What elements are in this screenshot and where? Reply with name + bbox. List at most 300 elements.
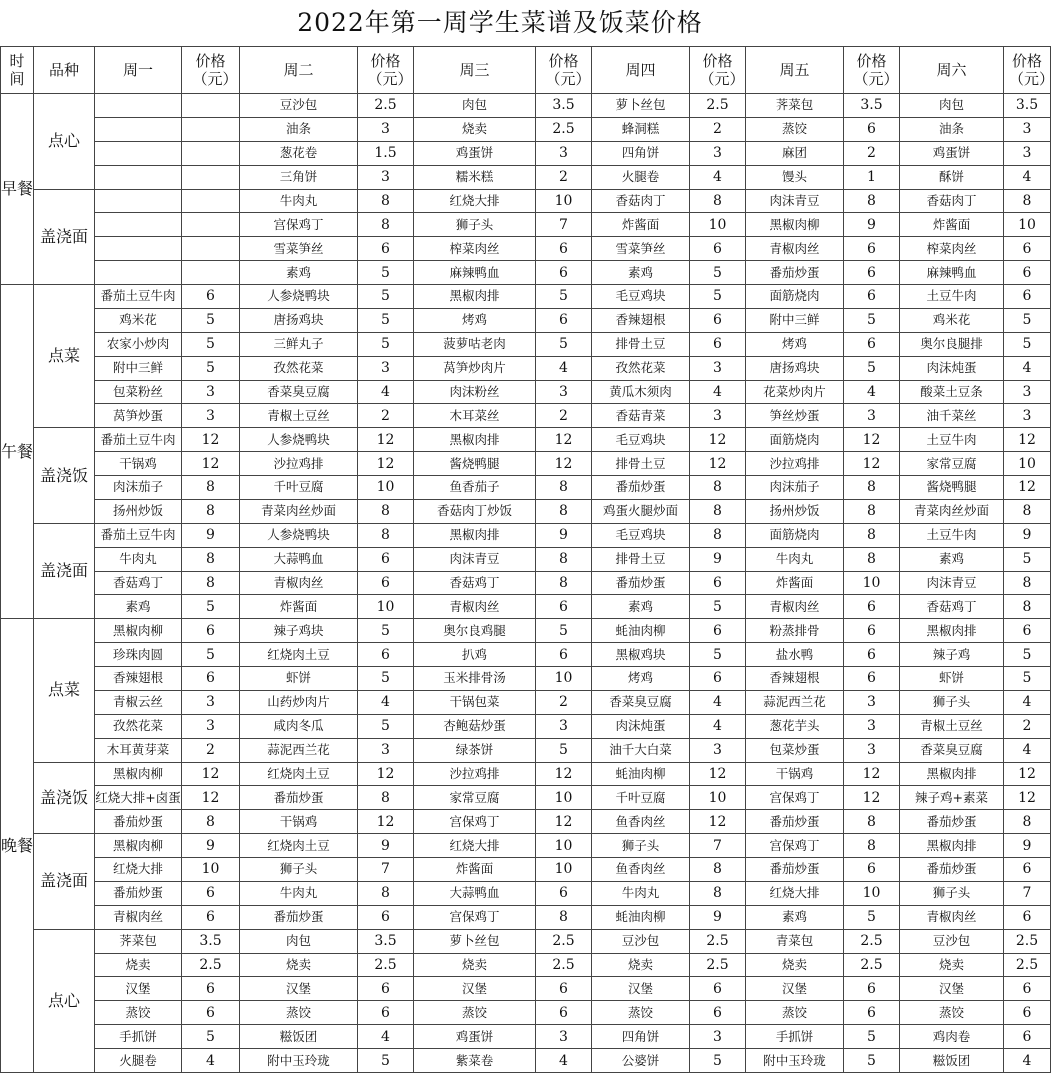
price-cell: 4 bbox=[1004, 356, 1051, 380]
dish-cell: 鸡蛋饼 bbox=[414, 141, 536, 165]
price-cell: 4 bbox=[1004, 165, 1051, 189]
price-cell: 8 bbox=[536, 547, 592, 571]
dish-cell: 雪菜笋丝 bbox=[592, 237, 690, 261]
price-cell: 10 bbox=[844, 571, 900, 595]
table-row bbox=[1, 786, 1051, 810]
dish-cell: 青菜包 bbox=[746, 929, 844, 953]
price-cell: 12 bbox=[1004, 428, 1051, 452]
dish-cell: 咸肉冬瓜 bbox=[240, 714, 358, 738]
dish-cell: 番茄土豆牛肉 bbox=[95, 428, 182, 452]
dish-cell: 酸菜土豆条 bbox=[900, 380, 1004, 404]
price-cell: 2.5 bbox=[1004, 929, 1051, 953]
dish-cell: 油千菜丝 bbox=[900, 404, 1004, 428]
header-time-label: 时间 bbox=[9, 52, 25, 88]
dish-cell: 包菜炒蛋 bbox=[746, 738, 844, 762]
dish-cell: 盐水鸭 bbox=[746, 643, 844, 667]
price-cell: 10 bbox=[358, 476, 414, 500]
price-cell: 2.5 bbox=[844, 929, 900, 953]
dish-cell: 番茄炒蛋 bbox=[746, 261, 844, 285]
price-cell bbox=[182, 237, 240, 261]
price-cell: 8 bbox=[536, 476, 592, 500]
dish-cell: 肉包 bbox=[240, 929, 358, 953]
price-cell: 2.5 bbox=[358, 953, 414, 977]
price-cell: 2.5 bbox=[182, 953, 240, 977]
dish-cell: 汉堡 bbox=[414, 977, 536, 1001]
dish-cell: 红烧大排 bbox=[414, 834, 536, 858]
dish-cell: 青椒肉丝 bbox=[414, 595, 536, 619]
price-cell: 6 bbox=[536, 643, 592, 667]
dish-cell: 油条 bbox=[240, 117, 358, 141]
price-cell: 8 bbox=[358, 523, 414, 547]
dish-cell: 黄瓜木须肉 bbox=[592, 380, 690, 404]
header-price-label: 价格（元） bbox=[853, 52, 899, 88]
price-cell: 5 bbox=[358, 1049, 414, 1073]
category-label: 点菜 bbox=[34, 285, 95, 428]
price-cell: 4 bbox=[358, 1025, 414, 1049]
price-cell: 8 bbox=[536, 571, 592, 595]
price-cell: 5 bbox=[690, 285, 746, 309]
table-row bbox=[1, 94, 1051, 118]
dish-cell: 扬州炒饭 bbox=[95, 499, 182, 523]
dish-cell: 附中三鲜 bbox=[746, 308, 844, 332]
dish-cell: 榨菜肉丝 bbox=[900, 237, 1004, 261]
price-cell: 4 bbox=[1004, 690, 1051, 714]
dish-cell: 四角饼 bbox=[592, 1025, 690, 1049]
dish-cell: 肉包 bbox=[414, 94, 536, 118]
dish-cell: 蒸饺 bbox=[95, 1001, 182, 1025]
price-cell: 10 bbox=[536, 786, 592, 810]
menu-table bbox=[0, 46, 1054, 1073]
dish-cell: 红烧肉土豆 bbox=[240, 762, 358, 786]
price-cell: 6 bbox=[358, 237, 414, 261]
price-cell: 12 bbox=[182, 786, 240, 810]
table-row bbox=[1, 308, 1051, 332]
dish-cell: 番茄炒蛋 bbox=[240, 786, 358, 810]
dish-cell: 香菜臭豆腐 bbox=[240, 380, 358, 404]
price-cell: 10 bbox=[536, 858, 592, 882]
price-cell: 2 bbox=[1004, 714, 1051, 738]
price-cell: 9 bbox=[1004, 834, 1051, 858]
dish-cell: 宫保鸡丁 bbox=[414, 905, 536, 929]
dish-cell: 毛豆鸡块 bbox=[592, 285, 690, 309]
dish-cell: 辣子鸡 bbox=[900, 643, 1004, 667]
price-cell: 6 bbox=[690, 308, 746, 332]
dish-cell: 鸡蛋饼 bbox=[414, 1025, 536, 1049]
dish-cell: 面筋烧肉 bbox=[746, 523, 844, 547]
price-cell: 8 bbox=[182, 571, 240, 595]
price-cell: 6 bbox=[690, 332, 746, 356]
dish-cell: 玉米排骨汤 bbox=[414, 667, 536, 691]
dish-cell: 孜然花菜 bbox=[592, 356, 690, 380]
price-cell: 8 bbox=[182, 499, 240, 523]
dish-cell: 香辣翅根 bbox=[592, 308, 690, 332]
dish-cell bbox=[95, 94, 182, 118]
table-row bbox=[1, 141, 1051, 165]
price-cell: 4 bbox=[690, 714, 746, 738]
price-cell: 6 bbox=[844, 977, 900, 1001]
dish-cell: 烤鸡 bbox=[414, 308, 536, 332]
dish-cell: 烧卖 bbox=[592, 953, 690, 977]
header-day-1: 周一 bbox=[95, 47, 182, 94]
dish-cell: 黑椒肉柳 bbox=[746, 213, 844, 237]
table-row bbox=[1, 667, 1051, 691]
dish-cell: 黑椒肉柳 bbox=[95, 834, 182, 858]
dish-cell: 青菜肉丝炒面 bbox=[240, 499, 358, 523]
price-cell: 4 bbox=[1004, 1049, 1051, 1073]
dish-cell: 肉沫青豆 bbox=[414, 547, 536, 571]
price-cell: 6 bbox=[1004, 905, 1051, 929]
dish-cell: 番茄炒蛋 bbox=[746, 858, 844, 882]
price-cell: 8 bbox=[1004, 571, 1051, 595]
header-price-label: 价格（元） bbox=[699, 52, 745, 88]
price-cell: 7 bbox=[358, 858, 414, 882]
dish-cell: 排骨土豆 bbox=[592, 547, 690, 571]
price-cell: 5 bbox=[182, 643, 240, 667]
dish-cell: 黑椒肉排 bbox=[414, 285, 536, 309]
dish-cell: 豆沙包 bbox=[240, 94, 358, 118]
price-cell: 5 bbox=[690, 1049, 746, 1073]
dish-cell: 菠萝咕老肉 bbox=[414, 332, 536, 356]
price-cell: 12 bbox=[1004, 762, 1051, 786]
table-row bbox=[1, 858, 1051, 882]
dish-cell: 排骨土豆 bbox=[592, 332, 690, 356]
price-cell: 8 bbox=[690, 189, 746, 213]
table-row bbox=[1, 476, 1051, 500]
dish-cell: 沙拉鸡排 bbox=[240, 452, 358, 476]
dish-cell: 素鸡 bbox=[95, 595, 182, 619]
header-price-5 bbox=[844, 47, 900, 94]
dish-cell: 酥饼 bbox=[900, 165, 1004, 189]
price-cell: 12 bbox=[844, 762, 900, 786]
price-cell: 6 bbox=[844, 237, 900, 261]
price-cell bbox=[182, 261, 240, 285]
table-row bbox=[1, 977, 1051, 1001]
price-cell: 4 bbox=[358, 690, 414, 714]
header-day-4: 周四 bbox=[592, 47, 690, 94]
dish-cell: 牛肉丸 bbox=[240, 881, 358, 905]
dish-cell: 宫保鸡丁 bbox=[240, 213, 358, 237]
dish-cell: 萝卜丝包 bbox=[592, 94, 690, 118]
price-cell: 5 bbox=[358, 332, 414, 356]
price-cell: 5 bbox=[358, 619, 414, 643]
price-cell: 9 bbox=[358, 834, 414, 858]
price-cell: 5 bbox=[358, 261, 414, 285]
price-cell: 10 bbox=[536, 189, 592, 213]
header-time bbox=[1, 47, 34, 94]
dish-cell: 青椒肉丝 bbox=[900, 905, 1004, 929]
header-price-2 bbox=[358, 47, 414, 94]
price-cell: 8 bbox=[1004, 499, 1051, 523]
dish-cell: 扒鸡 bbox=[414, 643, 536, 667]
dish-cell: 香菇肉丁 bbox=[900, 189, 1004, 213]
price-cell: 5 bbox=[182, 1025, 240, 1049]
price-cell: 2 bbox=[536, 165, 592, 189]
price-cell: 2 bbox=[536, 404, 592, 428]
table-row bbox=[1, 810, 1051, 834]
price-cell: 1 bbox=[844, 165, 900, 189]
dish-cell: 香菇鸡丁 bbox=[414, 571, 536, 595]
dish-cell: 番茄炒蛋 bbox=[900, 810, 1004, 834]
price-cell: 4 bbox=[536, 356, 592, 380]
price-cell: 3 bbox=[1004, 117, 1051, 141]
price-cell: 5 bbox=[182, 308, 240, 332]
dish-cell: 炸酱面 bbox=[592, 213, 690, 237]
dish-cell: 番茄炒蛋 bbox=[592, 476, 690, 500]
price-cell: 8 bbox=[844, 476, 900, 500]
table-row bbox=[1, 881, 1051, 905]
price-cell: 8 bbox=[690, 499, 746, 523]
dish-cell: 豆沙包 bbox=[592, 929, 690, 953]
category-label: 盖浇饭 bbox=[34, 428, 95, 524]
dish-cell: 鸡蛋火腿炒面 bbox=[592, 499, 690, 523]
dish-cell bbox=[95, 117, 182, 141]
dish-cell: 红烧大排 bbox=[414, 189, 536, 213]
price-cell: 4 bbox=[1004, 738, 1051, 762]
price-cell: 5 bbox=[844, 308, 900, 332]
price-cell: 6 bbox=[536, 308, 592, 332]
price-cell: 5 bbox=[536, 332, 592, 356]
price-cell: 2 bbox=[536, 690, 592, 714]
price-cell bbox=[182, 94, 240, 118]
dish-cell bbox=[95, 261, 182, 285]
dish-cell: 虾饼 bbox=[900, 667, 1004, 691]
dish-cell: 附中三鲜 bbox=[95, 356, 182, 380]
dish-cell: 大蒜鸭血 bbox=[240, 547, 358, 571]
price-cell: 6 bbox=[358, 977, 414, 1001]
table-row bbox=[1, 953, 1051, 977]
dish-cell: 狮子头 bbox=[414, 213, 536, 237]
dish-cell: 蒜泥西兰花 bbox=[240, 738, 358, 762]
price-cell: 8 bbox=[358, 881, 414, 905]
price-cell: 7 bbox=[1004, 881, 1051, 905]
price-cell: 2.5 bbox=[844, 953, 900, 977]
dish-cell: 黑椒肉排 bbox=[900, 834, 1004, 858]
dish-cell: 虾饼 bbox=[240, 667, 358, 691]
dish-cell: 番茄炒蛋 bbox=[900, 858, 1004, 882]
price-cell: 2 bbox=[844, 141, 900, 165]
price-cell: 9 bbox=[1004, 523, 1051, 547]
dish-cell: 青椒土豆丝 bbox=[900, 714, 1004, 738]
dish-cell: 酱烧鸭腿 bbox=[414, 452, 536, 476]
category-label: 点菜 bbox=[34, 619, 95, 762]
price-cell: 5 bbox=[182, 332, 240, 356]
dish-cell: 烤鸡 bbox=[746, 332, 844, 356]
dish-cell: 红烧大排+卤蛋 bbox=[95, 786, 182, 810]
table-row bbox=[1, 1049, 1051, 1073]
dish-cell: 油条 bbox=[900, 117, 1004, 141]
price-cell: 6 bbox=[1004, 261, 1051, 285]
price-cell: 12 bbox=[536, 428, 592, 452]
dish-cell: 黑椒肉柳 bbox=[95, 762, 182, 786]
price-cell: 8 bbox=[358, 499, 414, 523]
category-label: 盖浇面 bbox=[34, 189, 95, 285]
price-cell: 6 bbox=[358, 643, 414, 667]
dish-cell bbox=[95, 141, 182, 165]
header-kind: 品种 bbox=[34, 47, 95, 94]
dish-cell: 番茄土豆牛肉 bbox=[95, 285, 182, 309]
table-row bbox=[1, 452, 1051, 476]
dish-cell: 葱花卷 bbox=[240, 141, 358, 165]
price-cell: 3.5 bbox=[182, 929, 240, 953]
price-cell: 5 bbox=[844, 1025, 900, 1049]
page-title: 2022年第一周学生菜谱及饭菜价格 bbox=[297, 8, 703, 37]
dish-cell: 孜然花菜 bbox=[95, 714, 182, 738]
price-cell: 6 bbox=[1004, 1025, 1051, 1049]
dish-cell: 豆沙包 bbox=[900, 929, 1004, 953]
price-cell: 2.5 bbox=[690, 953, 746, 977]
dish-cell: 四角饼 bbox=[592, 141, 690, 165]
price-cell: 8 bbox=[182, 547, 240, 571]
price-cell: 8 bbox=[844, 523, 900, 547]
price-cell: 8 bbox=[182, 476, 240, 500]
price-cell: 5 bbox=[536, 285, 592, 309]
dish-cell: 唐扬鸡块 bbox=[746, 356, 844, 380]
category-label: 盖浇面 bbox=[34, 834, 95, 930]
dish-cell: 肉沫炖蛋 bbox=[592, 714, 690, 738]
price-cell: 3 bbox=[182, 714, 240, 738]
price-cell: 6 bbox=[844, 1001, 900, 1025]
price-cell: 10 bbox=[1004, 213, 1051, 237]
price-cell: 12 bbox=[358, 452, 414, 476]
dish-cell: 蒜泥西兰花 bbox=[746, 690, 844, 714]
price-cell: 7 bbox=[690, 834, 746, 858]
dish-cell: 肉沫青豆 bbox=[746, 189, 844, 213]
header-price-6 bbox=[1004, 47, 1054, 94]
price-cell: 6 bbox=[844, 332, 900, 356]
header-price-label: 价格（元） bbox=[545, 52, 591, 88]
price-cell: 2.5 bbox=[690, 94, 746, 118]
dish-cell: 唐扬鸡块 bbox=[240, 308, 358, 332]
price-cell: 2.5 bbox=[358, 94, 414, 118]
price-cell: 6 bbox=[182, 667, 240, 691]
price-cell: 2 bbox=[690, 117, 746, 141]
dish-cell: 烧卖 bbox=[414, 117, 536, 141]
dish-cell: 黑椒肉排 bbox=[414, 523, 536, 547]
table-row bbox=[1, 690, 1051, 714]
dish-cell: 蚝油肉柳 bbox=[592, 905, 690, 929]
dish-cell: 烧卖 bbox=[414, 953, 536, 977]
table-row bbox=[1, 189, 1051, 213]
dish-cell: 番茄炒蛋 bbox=[95, 810, 182, 834]
dish-cell: 肉沫青豆 bbox=[900, 571, 1004, 595]
dish-cell: 汉堡 bbox=[746, 977, 844, 1001]
price-cell: 3 bbox=[182, 690, 240, 714]
price-cell: 6 bbox=[536, 237, 592, 261]
price-cell: 6 bbox=[1004, 237, 1051, 261]
table-row bbox=[1, 714, 1051, 738]
price-cell: 5 bbox=[1004, 308, 1051, 332]
dish-cell: 馒头 bbox=[746, 165, 844, 189]
table-row bbox=[1, 762, 1051, 786]
price-cell: 10 bbox=[690, 786, 746, 810]
dish-cell: 沙拉鸡排 bbox=[746, 452, 844, 476]
dish-cell: 火腿卷 bbox=[95, 1049, 182, 1073]
dish-cell: 莴笋炒肉片 bbox=[414, 356, 536, 380]
price-cell: 5 bbox=[844, 356, 900, 380]
dish-cell: 蒸饺 bbox=[414, 1001, 536, 1025]
dish-cell: 蚝油肉柳 bbox=[592, 619, 690, 643]
table-row bbox=[1, 905, 1051, 929]
price-cell: 5 bbox=[358, 714, 414, 738]
dish-cell: 炸酱面 bbox=[746, 571, 844, 595]
dish-cell: 鸡肉卷 bbox=[900, 1025, 1004, 1049]
dish-cell: 香菜臭豆腐 bbox=[592, 690, 690, 714]
price-cell: 5 bbox=[690, 595, 746, 619]
price-cell: 9 bbox=[182, 834, 240, 858]
price-cell: 9 bbox=[690, 547, 746, 571]
dish-cell: 大蒜鸭血 bbox=[414, 881, 536, 905]
dish-cell: 粉蒸排骨 bbox=[746, 619, 844, 643]
price-cell: 3 bbox=[1004, 141, 1051, 165]
header-day-3: 周三 bbox=[414, 47, 536, 94]
dish-cell: 干锅鸡 bbox=[240, 810, 358, 834]
table-row bbox=[1, 237, 1051, 261]
price-cell: 2 bbox=[182, 738, 240, 762]
header-price-1 bbox=[182, 47, 240, 94]
price-cell: 2.5 bbox=[690, 929, 746, 953]
dish-cell: 番茄土豆牛肉 bbox=[95, 523, 182, 547]
dish-cell: 包菜粉丝 bbox=[95, 380, 182, 404]
header-price-4 bbox=[690, 47, 746, 94]
dish-cell: 蒸饺 bbox=[746, 1001, 844, 1025]
dish-cell: 山药炒肉片 bbox=[240, 690, 358, 714]
price-cell: 5 bbox=[536, 619, 592, 643]
price-cell: 3 bbox=[536, 1025, 592, 1049]
price-cell: 2.5 bbox=[536, 953, 592, 977]
dish-cell: 人参烧鸭块 bbox=[240, 523, 358, 547]
price-cell: 12 bbox=[1004, 476, 1051, 500]
price-cell: 3.5 bbox=[536, 94, 592, 118]
dish-cell: 莴笋炒蛋 bbox=[95, 404, 182, 428]
price-cell: 5 bbox=[690, 261, 746, 285]
dish-cell: 狮子头 bbox=[240, 858, 358, 882]
dish-cell: 酱烧鸭腿 bbox=[900, 476, 1004, 500]
price-cell: 12 bbox=[690, 810, 746, 834]
table-row bbox=[1, 1025, 1051, 1049]
price-cell: 9 bbox=[182, 523, 240, 547]
dish-cell: 素鸡 bbox=[746, 905, 844, 929]
dish-cell: 香菜臭豆腐 bbox=[900, 738, 1004, 762]
price-cell: 8 bbox=[536, 905, 592, 929]
dish-cell: 干锅鸡 bbox=[95, 452, 182, 476]
dish-cell: 附中玉玲珑 bbox=[240, 1049, 358, 1073]
price-cell: 7 bbox=[536, 213, 592, 237]
dish-cell: 土豆牛肉 bbox=[900, 428, 1004, 452]
price-cell: 6 bbox=[1004, 1001, 1051, 1025]
price-cell: 6 bbox=[844, 643, 900, 667]
price-cell: 3.5 bbox=[1004, 94, 1051, 118]
dish-cell: 肉沫茄子 bbox=[746, 476, 844, 500]
price-cell: 12 bbox=[844, 452, 900, 476]
table-row bbox=[1, 117, 1051, 141]
table-row bbox=[1, 380, 1051, 404]
price-cell: 4 bbox=[690, 380, 746, 404]
dish-cell: 麻辣鸭血 bbox=[414, 261, 536, 285]
header-row bbox=[1, 47, 1051, 94]
price-cell: 6 bbox=[358, 1001, 414, 1025]
price-cell: 8 bbox=[1004, 810, 1051, 834]
price-cell: 6 bbox=[536, 881, 592, 905]
price-cell: 12 bbox=[358, 762, 414, 786]
dish-cell: 奥尔良腿排 bbox=[900, 332, 1004, 356]
category-label: 盖浇面 bbox=[34, 523, 95, 619]
dish-cell: 蜂洞糕 bbox=[592, 117, 690, 141]
price-cell: 10 bbox=[182, 858, 240, 882]
dish-cell: 烧卖 bbox=[900, 953, 1004, 977]
dish-cell: 汉堡 bbox=[900, 977, 1004, 1001]
price-cell: 6 bbox=[182, 905, 240, 929]
price-cell: 4 bbox=[844, 380, 900, 404]
